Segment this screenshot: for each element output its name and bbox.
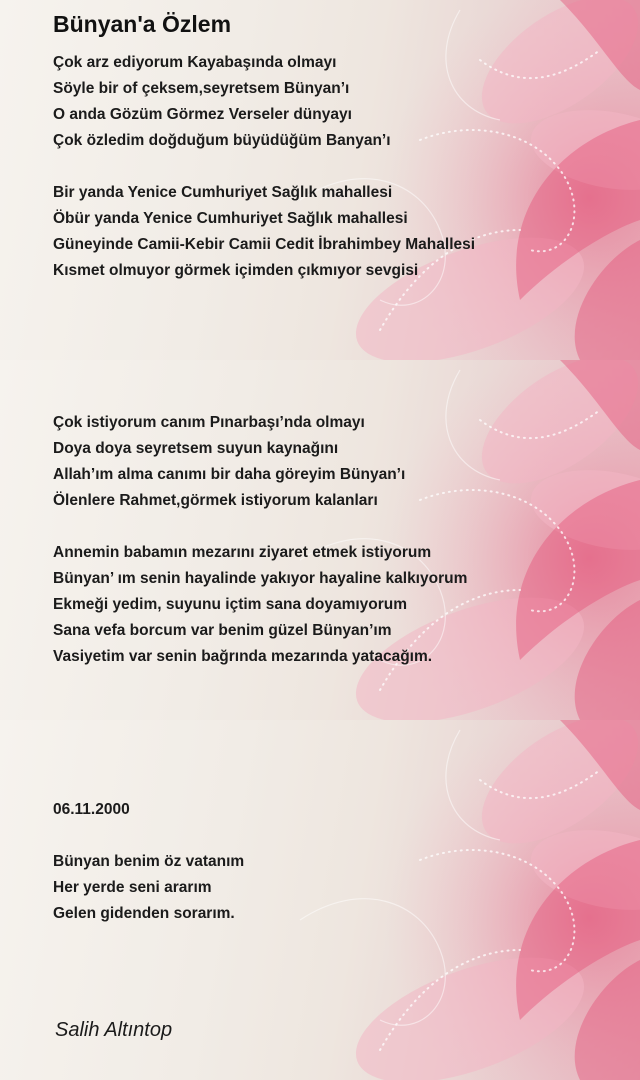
poem-line: Vasiyetim var senin bağrında mezarında yatacağım.	[53, 648, 433, 665]
poem-line: Çok istiyorum canım Pınarbaşı’nda olmayı	[53, 414, 365, 431]
poem-stanza	[53, 180, 475, 284]
poem-line: Allah’ım alma canımı bir daha göreyim Bünyan’ı	[53, 466, 406, 483]
poem-line: Bünyan’ ım senin hayalinde yakıyor hayaline kalkıyorum	[53, 570, 468, 587]
poem-line: Söyle bir of çeksem,seyretsem Bünyan’ı	[53, 80, 350, 97]
poem-line: Annemin babamın mezarını ziyaret etmek istiyorum	[53, 544, 432, 561]
poem-line: Her yerde seni ararım	[53, 879, 212, 896]
poem-author: Salih Altıntop	[55, 1019, 173, 1041]
poem-line: Gelen gidenden sorarım.	[53, 905, 235, 922]
poem-line: Doya doya seyretsem suyun kaynağını	[53, 440, 339, 457]
poem-line: Çok özledim doğduğum büyüdüğüm Banyan’ı	[53, 132, 391, 149]
poem-stanza	[53, 410, 405, 514]
poem-line: Çok arz ediyorum Kayabaşında olmayı	[53, 54, 337, 71]
poem-line: Sana vefa borcum var benim güzel Bünyan’ım	[53, 622, 392, 639]
poem-line: O anda Gözüm Görmez Verseler dünyayı	[53, 106, 352, 123]
poem-title: Bünyan'a Özlem	[53, 11, 232, 37]
poem-line: Kısmet olmuyor görmek içimden çıkmıyor sevgisi	[53, 262, 419, 279]
poem-stanza	[53, 540, 467, 670]
poem-date	[53, 797, 130, 823]
poem-line: Bünyan benim öz vatanım	[53, 853, 245, 870]
poem-line: Güneyinde Camii-Kebir Camii Cedit İbrahimbey Mahallesi	[53, 236, 476, 253]
poem-line: Bir yanda Yenice Cumhuriyet Sağlık mahallesi	[53, 184, 393, 201]
poem-line: Öbür yanda Yenice Cumhuriyet Sağlık mahallesi	[53, 210, 408, 227]
poem-line: Ekmeği yedim, suyunu içtim sana doyamıyorum	[53, 596, 408, 613]
poem-stanza	[53, 849, 244, 927]
poem-line: Ölenlere Rahmet,görmek istiyorum kalanları	[53, 492, 378, 509]
poem-stanza	[53, 50, 391, 154]
poem-line: 06.11.2000	[53, 801, 130, 818]
